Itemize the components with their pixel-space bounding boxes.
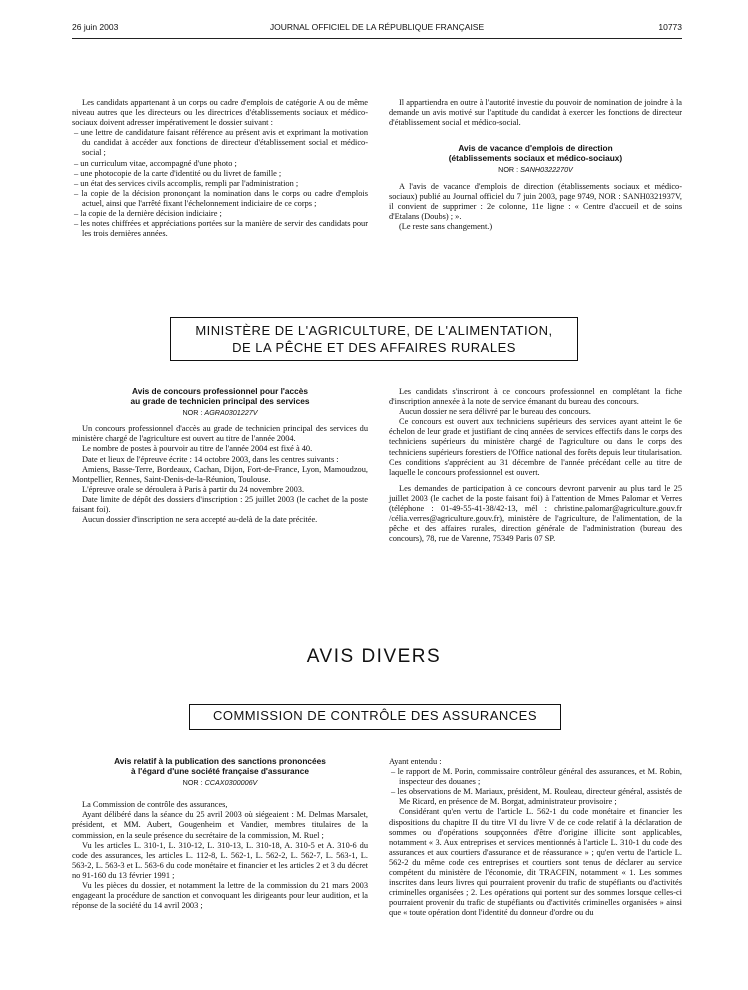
nor-reference: NOR : CCAX0300006V bbox=[182, 778, 258, 788]
avis-divers-heading: AVIS DIVERS bbox=[306, 646, 442, 667]
list-item: – un état des services civils accomplis, rempli par l'administration ; bbox=[72, 179, 368, 189]
list-item: – une lettre de candidature faisant référence au présent avis et exprimant la motivation du candidat à accéder aux fonctions de directeur d'établissement social et médico-social ; bbox=[72, 128, 368, 158]
considering-paragraph: Considérant qu'en vertu de l'article L. 562-1 du code monétaire et financier les dispositions du chapitre II du titre VI du livre V de ce code relatif à la déclaration de sommes ou d'opérations soupçonnées d'être d'origine illicite sont applicables, notamment « 3. Aux entreprises et services mentionnés à l'article L. 310-1 du code des assurances et aux courtiers d'assurance et de réassurance » ; qu'en vertu de l'article L. 562-2 du même code ces entreprises et courtiers sont tenus de déclarer au service compétent du ministère de l'économie, dit TRACFIN, notamment « 1. Les sommes inscrites dans leurs livres qui pourraient provenir du trafic de stupéfiants ou d'activités criminelles organisées ; 2. Les opérations qui portent sur des sommes lorsque celles-ci pourraient provenir du trafic de stupéfiants ou d'activités criminelles organisées » ainsi que « toute opération dont l'identité du donneur d'ordre ou du bbox=[389, 807, 682, 918]
paragraph: L'épreuve orale se déroulera à Paris à partir du 24 novembre 2003. bbox=[82, 484, 305, 494]
ministry-line-2: DE LA PÊCHE ET DES AFFAIRES RURALES bbox=[232, 340, 516, 355]
heard-list bbox=[389, 767, 682, 807]
paragraph: Ayant délibéré dans la séance du 25 avril 2003 où siégeaient : M. Delmas Marsalet, président, et MM. Aubert, Gougenheim et Vandier, membres titulaires de la commission, en la seule présence du secrétaire de la commission, M. Ruel ; bbox=[72, 810, 368, 840]
vacancy-title: Avis de vacance d'emplois de direction (établissements sociaux et médico-sociaux) bbox=[448, 143, 623, 163]
top-right-column bbox=[389, 98, 682, 232]
header-page-number: 10773 bbox=[658, 22, 682, 32]
ministry-heading-box bbox=[170, 317, 578, 361]
candidates-intro: Les candidats appartenant à un corps ou cadre d'emplois de catégorie A ou de même niveau autres que les directeurs ou les directrices d'établissements sociaux et médico-sociaux doivent adresser impérativement le dossier suivant : bbox=[72, 98, 368, 128]
top-left-column bbox=[72, 98, 368, 239]
heard-intro: Ayant entendu : bbox=[389, 757, 442, 766]
header-rule bbox=[72, 38, 682, 39]
list-item: – les notes chiffrées et appréciations portées sur la manière de servir des candidats pour les trois dernières années. bbox=[72, 219, 368, 239]
list-item: – un curriculum vitae, accompagné d'une photo ; bbox=[72, 159, 368, 169]
paragraph: Ce concours est ouvert aux techniciens supérieurs des services ayant atteint le 6e échelon de leur grade et justifiant de cinq années de services effectifs dans le corps des techniciens supérieurs du ministère chargé de l'agriculture ou dans le corps des techniciens supérieurs forestiers de l'Office national des forêts depuis leur titularisation. Ces conditions s'apprécient au 31 décembre de l'année précédant celle au titre de laquelle le concours professionnel est ouvert. bbox=[389, 417, 682, 477]
paragraph: Vu les articles L. 310-1, L. 310-12, L. 310-13, L. 310-18, A. 310-5 et A. 310-6 du code des assurances, les articles L. 112-8, L. 562-1, L. 562-2, L. 562-7, L. 563-1, L. 563-2, L. 563-3 et L. 563-6 du code monétaire et financier et les articles 2 et 3 du décret no 91-160 du 13 février 1991 ; bbox=[72, 840, 368, 880]
erratum-paragraph: A l'avis de vacance d'emplois de direction (établissements sociaux et médico-sociaux) publié au Journal officiel du 7 juin 2003, page 9749, NOR : SANH0321937V, il convient de supprimer : 2e colonne, 11e ligne : « Centre d'accueil et de soins d'Etalans (Doubs) ; ». bbox=[389, 181, 682, 221]
nor-reference: NOR : SANH0322270V bbox=[498, 165, 573, 175]
sanctions-title: Avis relatif à la publication des sanctions prononcées à l'égard d'une société française d'assurance bbox=[114, 756, 326, 776]
paragraph: La Commission de contrôle des assurances, bbox=[82, 800, 228, 810]
list-item: – la copie de la décision prononçant la nomination dans le corps ou cadre d'emplois actuel, ainsi que l'arrêté fixant l'échelonnement indiciaire de ce corps ; bbox=[72, 189, 368, 209]
commission-heading-box: COMMISSION DE CONTRÔLE DES ASSURANCES bbox=[189, 704, 561, 730]
list-item: – une photocopie de la carte d'identité ou du livret de famille ; bbox=[72, 169, 368, 179]
ministry-line-1: MINISTÈRE DE L'AGRICULTURE, DE L'ALIMENTATION, bbox=[195, 323, 553, 338]
concours-title: Avis de concours professionnel pour l'accès au grade de technicien principal des services bbox=[130, 386, 310, 406]
list-item: – les observations de M. Mariaux, président, M. Rouleau, directeur général, assistés de Me Ricard, en présence de M. Borgat, administrateur provisoire ; bbox=[389, 787, 682, 807]
list-item: – le rapport de M. Porin, commissaire contrôleur général des assurances, et M. Robin, inspecteur des douanes ; bbox=[389, 767, 682, 787]
bottom-right-column bbox=[389, 757, 682, 985]
paragraph: Aucun dossier d'inscription ne sera accepté au-delà de la date précitée. bbox=[82, 515, 318, 525]
mid-right-column bbox=[389, 387, 682, 544]
paragraph: Date limite de dépôt des dossiers d'inscription : 25 juillet 2003 (le cachet de la poste faisant foi). bbox=[72, 494, 368, 515]
list-item: – la copie de la dernière décision indiciaire ; bbox=[72, 209, 368, 219]
paragraph: Date et lieux de l'épreuve écrite : 14 octobre 2003, dans les centres suivants : bbox=[82, 454, 339, 464]
rest-unchanged: (Le reste sans changement.) bbox=[399, 221, 493, 231]
paragraph: Aucun dossier ne sera délivré par le bureau des concours. bbox=[399, 407, 591, 417]
paragraph: Le nombre de postes à pourvoir au titre de l'année 2004 est fixé à 40. bbox=[82, 444, 313, 454]
mid-left-column bbox=[72, 387, 368, 525]
nor-reference: NOR : AGRA0301227V bbox=[182, 408, 258, 418]
header-journal-title: JOURNAL OFFICIEL DE LA RÉPUBLIQUE FRANÇAISE bbox=[269, 22, 485, 32]
paragraph: Amiens, Basse-Terre, Bordeaux, Cachan, Dijon, Fort-de-France, Lyon, Mamoudzou, Montpellier, Rennes, Saint-Denis-de-la-Réunion, Toulouse. bbox=[72, 464, 368, 484]
paragraph: Les demandes de participation à ce concours devront parvenir au plus tard le 25 juillet 2003 (le cachet de la poste faisant foi) à l'attention de Mmes Palomar et Verres (téléphone : 01-49-55-41-38/42-13, mél : christine.palomar@agriculture.gouv.fr /célia.verres@agriculture.gouv.fr), ministère de l'agriculture, de l'alimentation, de la pêche et des affaires rurales, direction générale de l'administration (bureau des concours), 78, rue de Varenne, 75349 Paris 07 SP. bbox=[389, 483, 682, 544]
header-date: 26 juin 2003 bbox=[72, 22, 119, 32]
appointment-paragraph: Il appartiendra en outre à l'autorité investie du pouvoir de nomination de joindre à la demande un avis motivé sur l'aptitude du candidat à exercer les fonctions de directeur d'établissement social et médico-social. bbox=[389, 98, 682, 128]
dossier-list bbox=[72, 128, 368, 239]
paragraph: Vu les pièces du dossier, et notamment la lettre de la commission du 21 mars 2003 engageant la procédure de sanction et convoquant les dirigeants pour leur audition, et la réponse de la société du 14 avril 2003 ; bbox=[72, 881, 368, 911]
bottom-left-column bbox=[72, 757, 368, 911]
page-header bbox=[72, 22, 682, 36]
paragraph: Les candidats s'inscriront à ce concours professionnel en complétant la fiche d'inscription annexée à la note de service émanant du bureau des concours. bbox=[389, 387, 682, 407]
paragraph: Un concours professionnel d'accès au grade de technicien principal des services du ministère chargé de l'agriculture est ouvert au titre de l'année 2004. bbox=[72, 424, 368, 444]
